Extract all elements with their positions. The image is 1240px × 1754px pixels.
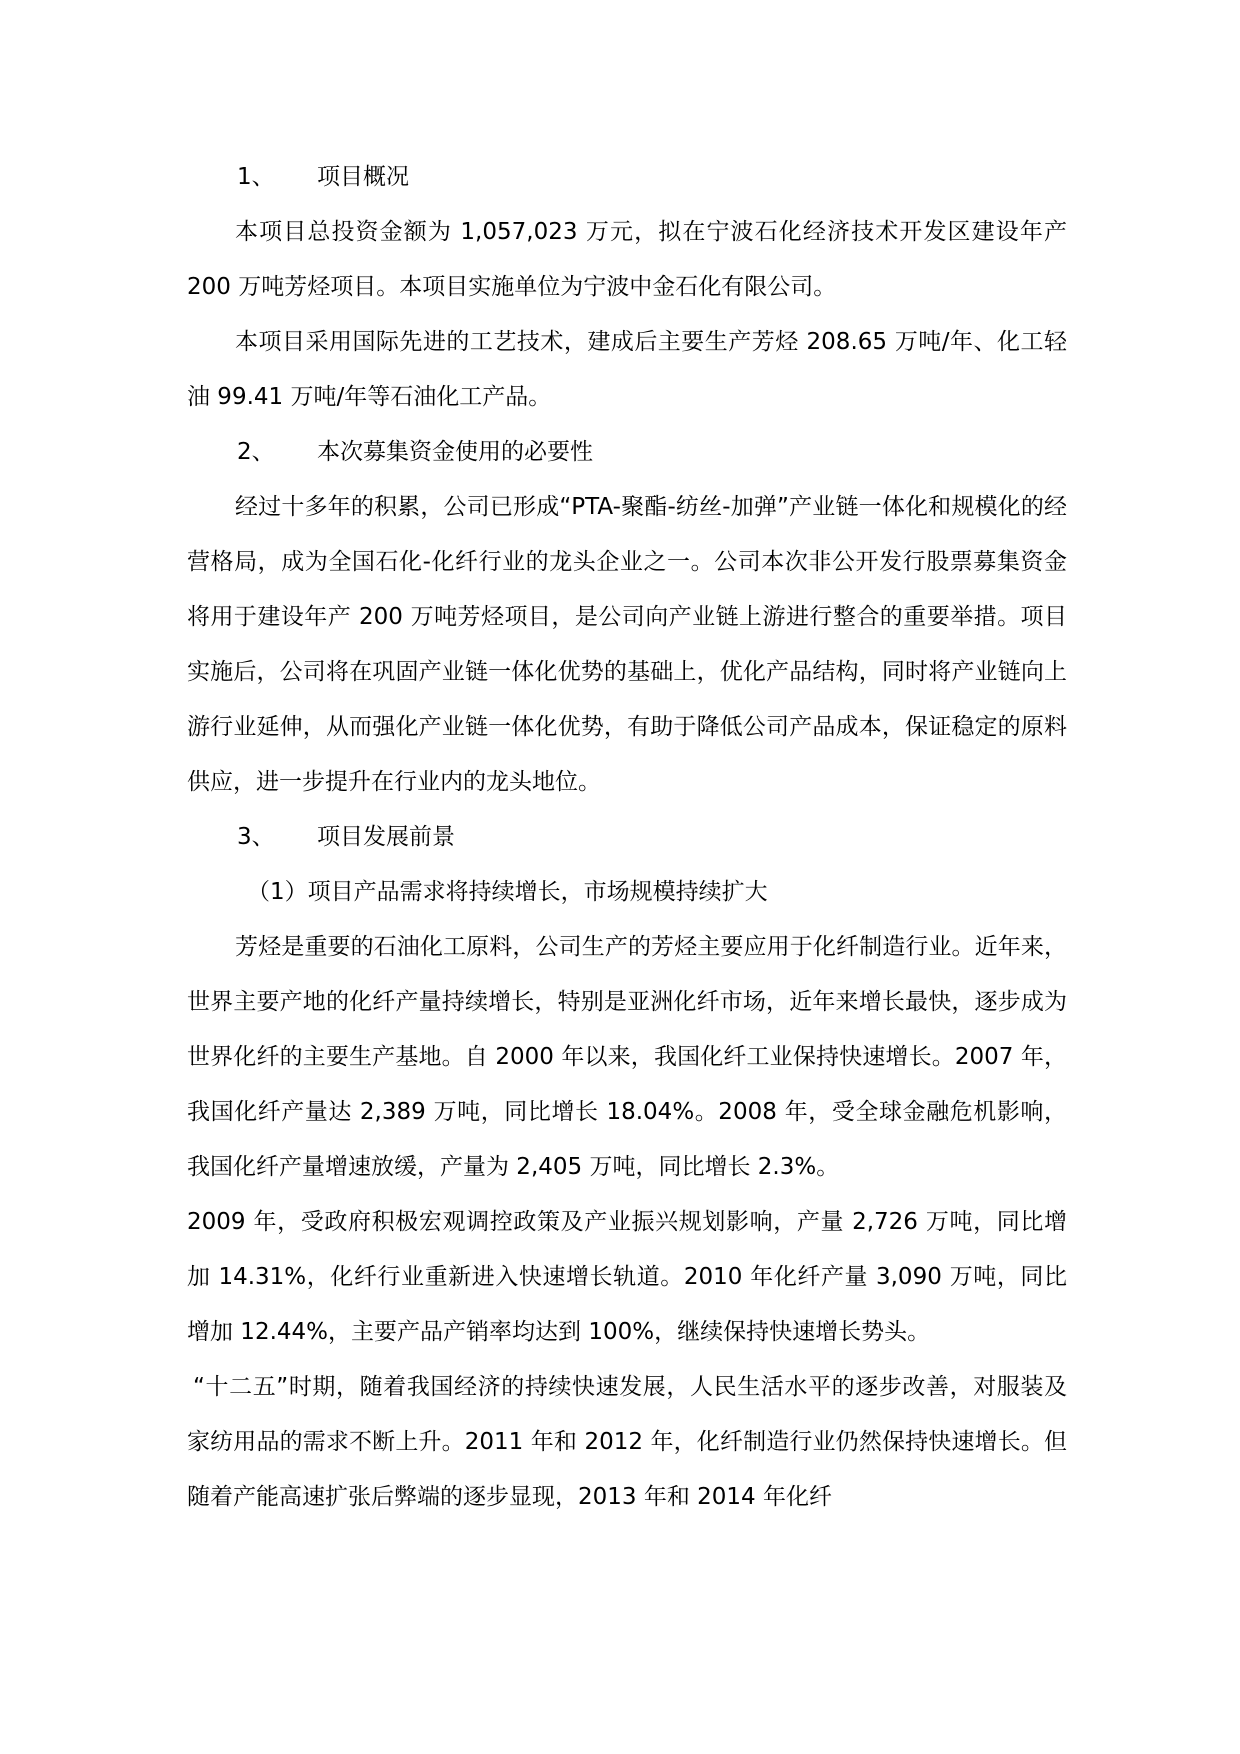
paragraph-aromatics-demand: 芳烃是重要的石油化工原料，公司生产的芳烃主要应用于化纤制造行业。近年来，世界主要产地的化纤产量持续增长，特别是亚洲化纤市场，近年来增长最快，逐步成为世界化纤的主要生产基地。自 2000 年以来，我国化纤工业保持快速增长。2007 年，我国化纤产量达 2,389 万吨，同比增长 18.04%。2008 年，受全球金融危机影响，我国化纤产量增速放缓，产量为 2,405 万吨，同比增长 2.3%。 — [187, 934, 1067, 1180]
paragraph-12th-five-year: “十二五”时期，随着我国经济的持续快速发展，人民生活水平的逐步改善，对服装及家纺用品的需求不断上升。2011 年和 2012 年，化纤制造行业仍然保持快速增长。但随着产能高速扩张后弊端的逐步显现，2013 年和 2014 年化纤 — [187, 1374, 1067, 1510]
paragraph-project-investment: 本项目总投资金额为 1,057,023 万元，拟在宁波石化经济技术开发区建设年产 200 万吨芳烃项目。本项目实施单位为宁波中金石化有限公司。 — [187, 219, 1067, 300]
section-title: 本次募集资金使用的必要性 — [317, 439, 593, 465]
section-heading-1 — [187, 150, 1067, 205]
section-number: 3、 — [237, 824, 275, 850]
subsection-heading-1: （1）项目产品需求将持续增长，市场规模持续扩大 — [247, 879, 768, 905]
document-body — [187, 150, 1067, 1525]
section-title: 项目概况 — [317, 164, 409, 190]
section-heading-2 — [187, 425, 1067, 480]
paragraph-necessity: 经过十多年的积累，公司已形成“PTA-聚酯-纺丝-加弹”产业链一体化和规模化的经营格局，成为全国石化-化纤行业的龙头企业之一。公司本次非公开发行股票募集资金将用于建设年产 200 万吨芳烃项目，是公司向产业链上游进行整合的重要举措。项目实施后，公司将在巩固产业链一体化优势的基础上，优化产品结构，同时将产业链向上游行业延伸，从而强化产业链一体化优势，有助于降低公司产品成本，保证稳定的原料供应，进一步提升在行业内的龙头地位。 — [187, 494, 1067, 795]
section-heading-3 — [187, 810, 1067, 865]
section-number: 1、 — [237, 164, 275, 190]
section-number: 2、 — [237, 439, 275, 465]
paragraph-2009-2010: 2009 年，受政府积极宏观调控政策及产业振兴规划影响，产量 2,726 万吨，同比增加 14.31%，化纤行业重新进入快速增长轨道。2010 年化纤产量 3,090 万吨，同比增加 12.44%，主要产品产销率均达到 100%，继续保持快速增长势头。 — [187, 1209, 1067, 1345]
paragraph-project-products: 本项目采用国际先进的工艺技术，建成后主要生产芳烃 208.65 万吨/年、化工轻油 99.41 万吨/年等石油化工产品。 — [187, 329, 1067, 410]
section-title: 项目发展前景 — [317, 824, 455, 850]
